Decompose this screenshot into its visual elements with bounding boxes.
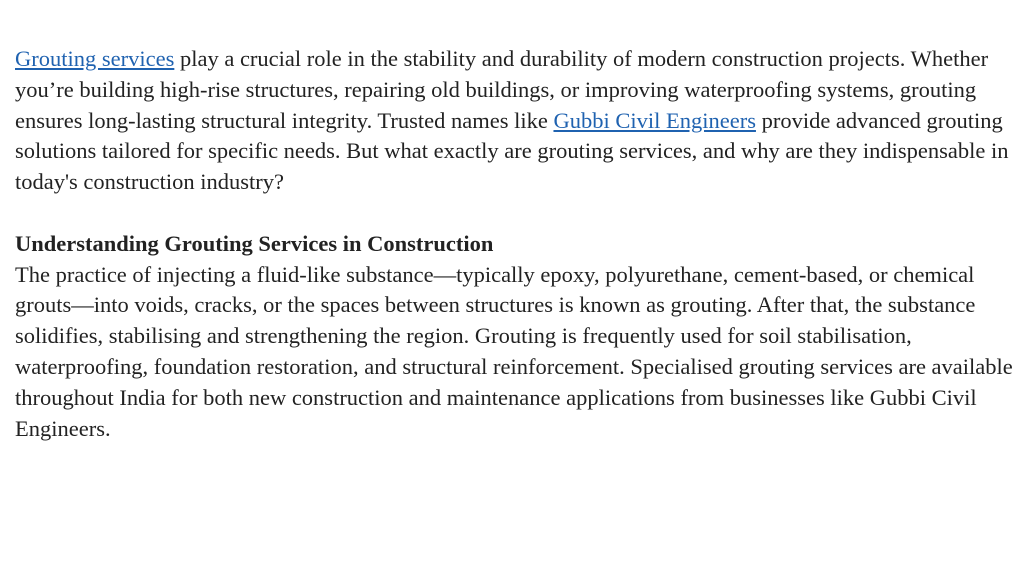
gubbi-civil-engineers-link[interactable]: Gubbi Civil Engineers (553, 107, 756, 133)
intro-text-part-1: play a crucial role in the stability and durability of modern construction projects. Whether you’re building high-rise structures, repairing old buildings, or improving waterproofing systems, grouting ensures long-lasting structural integrity. Trusted names like (15, 46, 989, 133)
intro-paragraph (15, 44, 1014, 198)
intro-text-part-2: provide advanced grouting solutions tailored for specific needs. But what exactly are grouting services, and why are they indispensable in today's construction industry? (15, 107, 1009, 195)
grouting-services-link[interactable]: Grouting services (15, 46, 175, 71)
section-heading: Understanding Grouting Services in Construction (15, 230, 494, 256)
section-body: The practice of injecting a fluid-like substance—typically epoxy, polyurethane, cement-based, or chemical grouts—into voids, cracks, or the spaces between structures is known as grouting. After that, the substance solidifies, stabilising and strengthening the region. Grouting is frequently used for soil stabilisation, waterproofing, foundation restoration, and structural reinforcement. Specialised grouting services are available throughout India for both new construction and maintenance applications from businesses like Gubbi Civil Engineers. (15, 261, 1013, 441)
